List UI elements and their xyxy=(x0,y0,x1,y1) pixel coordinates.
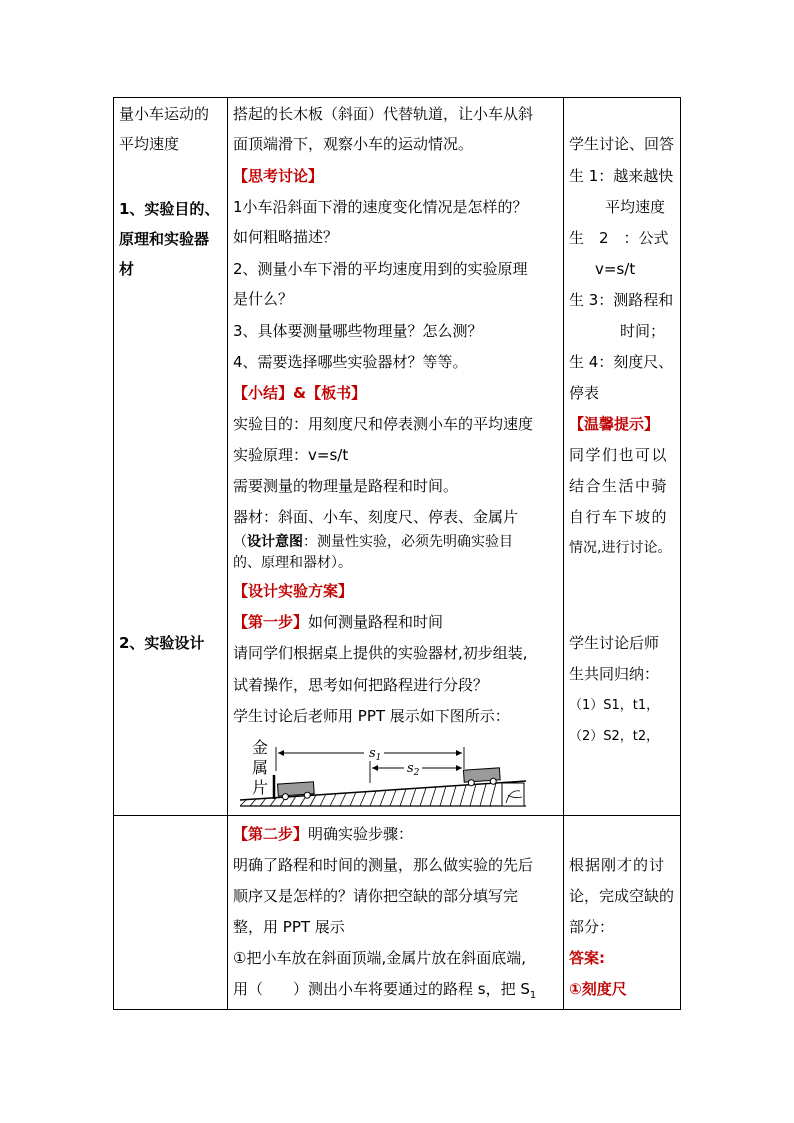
amp-sign: & xyxy=(293,384,307,402)
content-cell xyxy=(228,816,564,1010)
student-answer: 生 4：刻度尺、 xyxy=(569,353,674,371)
subscript: 1 xyxy=(529,990,537,1001)
table-row xyxy=(114,98,681,816)
student-text: 论，完成空缺的 xyxy=(569,887,675,905)
paragraph-line: 顺序又是怎样的？请你把空缺的部分填写完 xyxy=(233,887,519,905)
tip-heading: 【温馨提示】 xyxy=(569,415,660,433)
car-bottom xyxy=(278,782,315,800)
student-cell xyxy=(564,816,681,1010)
paragraph-line: 明确了路程和时间的测量，那么做实验的先后 xyxy=(233,856,534,874)
tip-text: 结合生活中骑 xyxy=(569,477,669,495)
student-answer: 生 1：越来越快 xyxy=(569,167,674,185)
empty-cell xyxy=(114,816,228,1010)
tip-text: 自行车下坡的 xyxy=(569,508,669,526)
paragraph-line: 实验目的：用刻度尺和停表测小车的平均速度 xyxy=(233,415,534,433)
paragraph-line xyxy=(233,979,536,1006)
metal-plate-label: 金 xyxy=(251,738,269,757)
section-heading: 材 xyxy=(119,260,135,278)
table-row xyxy=(114,816,681,1010)
summary-item: （2）S2，t2， xyxy=(569,729,660,744)
summary-text: 生共同归纳： xyxy=(569,665,660,683)
incline-figure xyxy=(238,733,538,811)
question-line: 如何粗略描述？ xyxy=(233,228,339,246)
answer-text: ①刻度尺 xyxy=(569,980,627,998)
design-intent xyxy=(233,532,513,552)
summary-heading xyxy=(233,383,366,403)
question-line: 3、具体要测量哪些物理量？怎么测？ xyxy=(233,322,483,340)
question-line: 1小车沿斜面下滑的速度变化情况是怎样的？ xyxy=(233,198,528,216)
step2-tag: 【第二步】 xyxy=(233,825,309,843)
topic-text: 平均速度 xyxy=(119,135,180,153)
intent-open: （ xyxy=(233,534,247,550)
lesson-plan-table xyxy=(113,97,681,1010)
step1-text: 如何测量路程和时间 xyxy=(308,613,444,631)
summary-text: 学生讨论后师 xyxy=(569,634,660,652)
question-line: 4、需要选择哪些实验器材？等等。 xyxy=(233,353,468,371)
section-heading: 2、实验设计 xyxy=(119,634,205,652)
think-heading: 【思考讨论】 xyxy=(233,167,324,185)
student-text: 部分： xyxy=(569,918,615,936)
paragraph-line: 实验原理：v=s/t xyxy=(233,446,349,464)
student-answer: 停表 xyxy=(569,384,600,402)
board-tag: 【板书】 xyxy=(306,384,367,402)
student-answer: 时间； xyxy=(620,322,666,340)
s2-label: $s_2$ xyxy=(407,761,420,778)
paragraph-line: 整，用 PPT 展示 xyxy=(233,918,345,936)
intent-label: 设计意图 xyxy=(247,534,303,550)
student-answer: 平均速度 xyxy=(605,198,666,216)
tip-text: 同学们也可以 xyxy=(569,446,669,464)
topic-text: 量小车运动的 xyxy=(119,105,210,123)
step1-tag: 【第一步】 xyxy=(233,613,309,631)
metal-plate-label: 属 xyxy=(251,758,269,777)
student-text: 根据刚才的讨 xyxy=(569,856,666,874)
tip-text: 情况,进行讨论。 xyxy=(569,540,672,556)
summary-tag: 【小结】 xyxy=(233,384,294,402)
student-cell xyxy=(564,98,681,816)
student-answer: 生 2 ：公式 xyxy=(569,229,669,247)
paragraph-line: 需要测量的物理量是路程和时间。 xyxy=(233,477,459,495)
summary-item: （1）S1，t1， xyxy=(569,698,660,713)
design-intent: 的、原理和器材）。 xyxy=(233,555,352,571)
s1-label: $s_1$ xyxy=(369,746,382,763)
step-line xyxy=(233,824,413,844)
section-heading: 1、实验目的、 xyxy=(119,200,220,218)
student-answer: 生 3：测路程和 xyxy=(569,291,674,309)
student-text: 学生讨论、回答 xyxy=(569,135,675,153)
paragraph-line: 学生讨论后老师用 PPT 展示如下图所示： xyxy=(233,707,510,725)
section-heading: 原理和实验器 xyxy=(119,230,210,248)
question-line: 2、测量小车下滑的平均速度用到的实验原理 xyxy=(233,260,528,278)
metal-plate-label: 片 xyxy=(251,778,269,797)
content-cell xyxy=(228,98,564,816)
question-line: 是什么？ xyxy=(233,290,294,308)
paragraph-line: 器材：斜面、小车、刻度尺、停表、金属片 xyxy=(233,508,519,526)
step-line xyxy=(233,612,443,632)
paragraph-line: 试着操作，思考如何把路程进行分段？ xyxy=(233,676,489,694)
paragraph-line: 面顶端滑下，观察小车的运动情况。 xyxy=(233,135,474,153)
student-answer: v=s/t xyxy=(595,260,636,278)
topic-cell xyxy=(114,98,228,816)
design-heading: 【设计实验方案】 xyxy=(233,582,354,600)
step2-text: 明确实验步骤： xyxy=(308,825,414,843)
fill-blank-text: 用（ ）测出小车将要通过的路程 s，把 S xyxy=(233,980,530,998)
support-block xyxy=(502,783,524,806)
intent-text: ：测量性实验，必须先明确实验目 xyxy=(303,534,513,550)
answer-label: 答案: xyxy=(569,949,605,967)
paragraph-line: 请同学们根据桌上提供的实验器材,初步组装, xyxy=(233,644,528,662)
paragraph-line: ①把小车放在斜面顶端,金属片放在斜面底端, xyxy=(233,949,526,967)
paragraph-line: 搭起的长木板（斜面）代替轨道，让小车从斜 xyxy=(233,105,534,123)
